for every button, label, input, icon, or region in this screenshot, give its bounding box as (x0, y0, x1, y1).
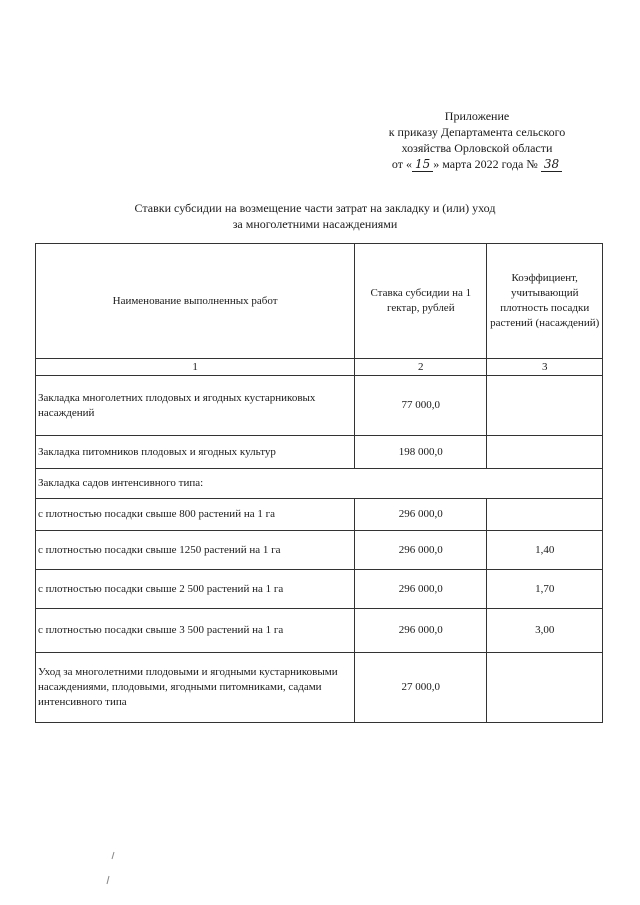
rate-cell: 198 000,0 (355, 436, 487, 469)
work-name-cell: с плотностью посадки свыше 1250 растений на 1 га (36, 531, 355, 570)
work-name-cell: с плотностью посадки свыше 3 500 растений на 1 га (36, 609, 355, 653)
table-row (36, 436, 603, 469)
appendix-date-line (372, 156, 582, 172)
document-title-line1: Ставки субсидии на возмещение части затрат на закладку и (или) уход (134, 201, 496, 215)
table-row (36, 609, 603, 653)
coefficient-cell (487, 653, 603, 723)
work-name-cell: с плотностью посадки свыше 2 500 растений на 1 га (36, 570, 355, 609)
appendix-title: Приложение (444, 109, 510, 123)
column-number: 1 (36, 359, 355, 376)
section-heading-cell: Закладка садов интенсивного типа: (36, 469, 603, 499)
table-row (36, 469, 603, 499)
header-coefficient: Коэффициент, учитывающий плотность посадки растений (насаждений) (487, 244, 603, 359)
work-name-cell: с плотностью посадки свыше 800 растений на 1 га (36, 499, 355, 531)
header-rate: Ставка субсидии на 1 гектар, рублей (355, 244, 487, 359)
column-number: 2 (355, 359, 487, 376)
rate-cell: 77 000,0 (355, 376, 487, 436)
table-row (36, 653, 603, 723)
date-middle: » марта 2022 года № (433, 157, 538, 171)
work-name-cell: Уход за многолетними плодовыми и ягодными кустарниковыми насаждениями, плодовыми, ягодными питомниками, садами интенсивного типа (36, 653, 355, 723)
subsidy-rates-table (35, 243, 603, 723)
rate-cell: 296 000,0 (355, 570, 487, 609)
appendix-order-line: к приказу Департамента сельского (388, 125, 566, 139)
document-title (100, 200, 530, 232)
coefficient-cell (487, 499, 603, 531)
work-name-cell: Закладка питомников плодовых и ягодных культур (36, 436, 355, 469)
rate-cell: 296 000,0 (355, 531, 487, 570)
work-name-cell: Закладка многолетних плодовых и ягодных кустарниковых насаждений (36, 376, 355, 436)
rate-cell: 296 000,0 (355, 499, 487, 531)
appendix-block (372, 108, 582, 172)
date-prefix: от « (391, 157, 412, 171)
table-row (36, 570, 603, 609)
handwritten-day: 15 (412, 158, 433, 172)
document-title-line2: за многолетними насаждениями (232, 217, 398, 231)
coefficient-cell: 1,70 (487, 570, 603, 609)
coefficient-cell: 1,40 (487, 531, 603, 570)
column-numbers-row (36, 359, 603, 376)
table-row (36, 499, 603, 531)
rate-cell: 27 000,0 (355, 653, 487, 723)
table-row (36, 531, 603, 570)
rate-cell: 296 000,0 (355, 609, 487, 653)
handwritten-order-number: 38 (541, 158, 562, 172)
table-header-row (36, 244, 603, 359)
coefficient-cell (487, 436, 603, 469)
coefficient-cell: 3,00 (487, 609, 603, 653)
coefficient-cell (487, 376, 603, 436)
table-row (36, 376, 603, 436)
scan-artifact-marks (100, 850, 120, 890)
appendix-department-line: хозяйства Орловской области (401, 141, 553, 155)
header-work-name: Наименование выполненных работ (36, 244, 355, 359)
column-number: 3 (487, 359, 603, 376)
